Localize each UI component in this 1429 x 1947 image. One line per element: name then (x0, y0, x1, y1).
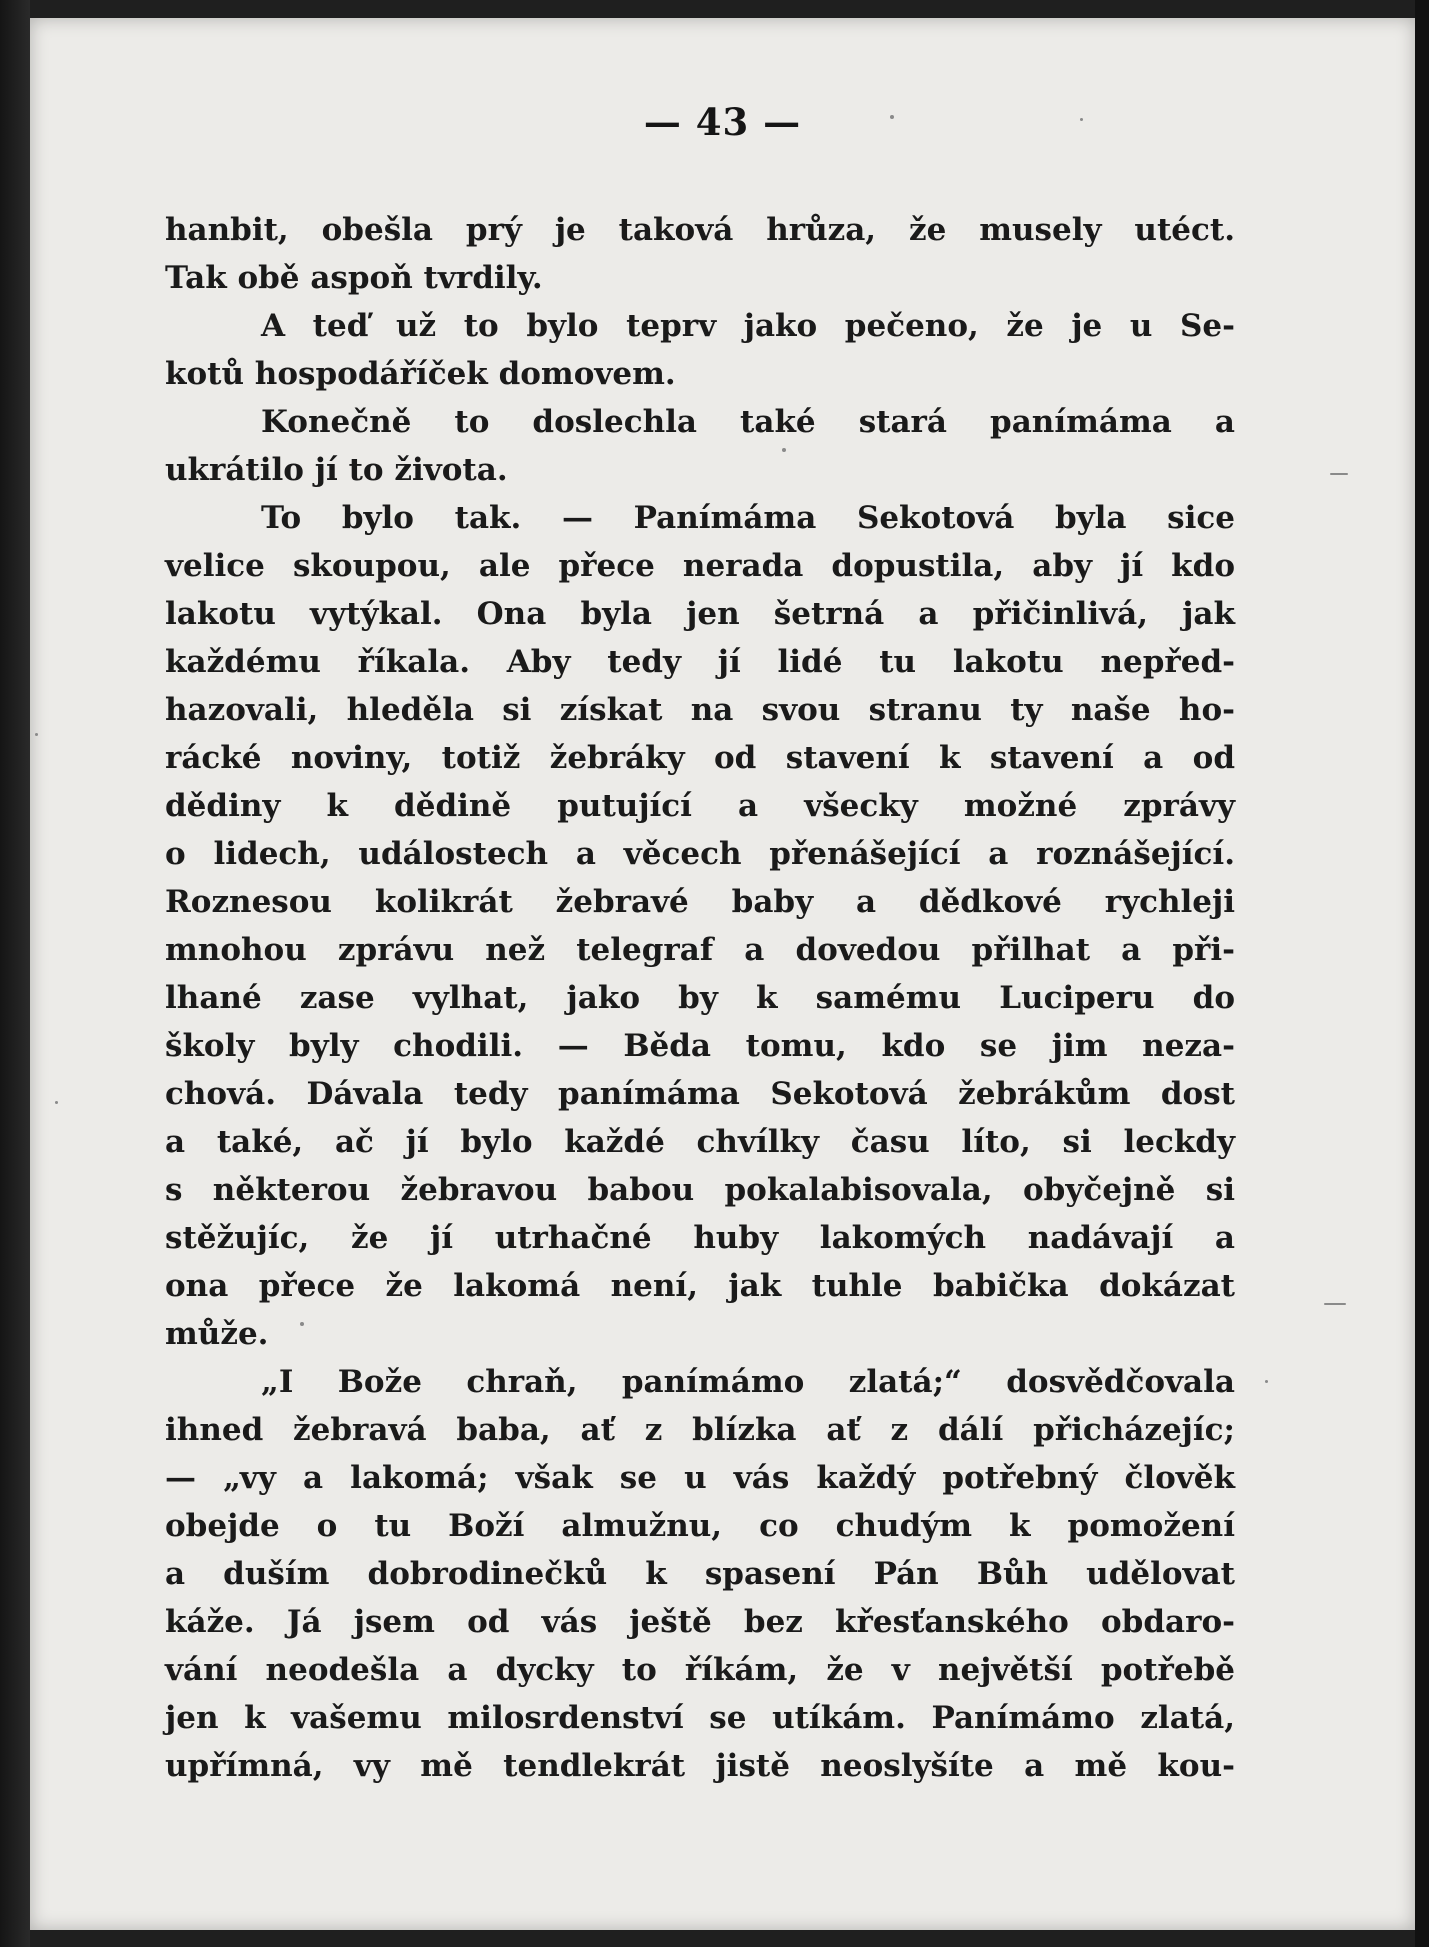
text-line: Roznesou kolikrát žebravé baby a dědkové rychleji (165, 884, 1235, 920)
dust-speck (890, 115, 894, 119)
text-line: školy byly chodili. — Běda tomu, kdo se jim neza- (165, 1028, 1235, 1064)
scan-left-shadow (0, 0, 30, 1947)
text-line: lakotu vytýkal. Ona byla jen šetrná a přičinlivá, jak (165, 596, 1235, 632)
text-line: a duším dobrodinečků k spasení Pán Bůh udělovat (165, 1556, 1235, 1592)
dust-speck (55, 1101, 58, 1104)
text-line: upřímná, vy mě tendlekrát jistě neoslyšíte a mě kou- (165, 1748, 1235, 1784)
text-line: lhané zase vylhat, jako by k samému Luciperu do (165, 980, 1235, 1016)
text-line: vání neodešla a dycky to říkám, že v největší potřebě (165, 1652, 1235, 1688)
text-line: hazovali, hleděla si získat na svou stranu ty naše ho- (165, 692, 1235, 728)
dust-speck (35, 733, 38, 736)
text-line: každému říkala. Aby tedy jí lidé tu lakotu nepřed- (165, 644, 1235, 680)
text-line: a také, ač jí bylo každé chvílky času líto, si leckdy (165, 1124, 1235, 1160)
text-line: hanbit, obešla prý je taková hrůza, že musely utéct. (165, 212, 1235, 248)
text-line: káže. Já jsem od vás ještě bez křesťanského obdaro- (165, 1604, 1235, 1640)
scan-right-edge (1415, 0, 1429, 1947)
dust-speck (1265, 1380, 1268, 1383)
text-line: dědiny k dědině putující a všecky možné zprávy (165, 788, 1235, 824)
text-line: ukrátilo jí to života. (165, 452, 508, 488)
text-line: jen k vašemu milosrdenství se utíkám. Panímámo zlatá, (165, 1700, 1235, 1736)
text-line: může. (165, 1316, 269, 1352)
dust-speck (782, 448, 786, 452)
text-line: „I Bože chraň, panímámo zlatá;“ dosvědčovala (261, 1364, 1235, 1400)
text-line: Konečně to doslechla také stará panímáma a (261, 404, 1235, 440)
text-line: rácké noviny, totiž žebráky od stavení k stavení a od (165, 740, 1235, 776)
text-line: obejde o tu Boží almužnu, co chudým k pomožení (165, 1508, 1235, 1544)
dust-speck (1330, 473, 1348, 475)
text-line: ona přece že lakomá není, jak tuhle babička dokázat (165, 1268, 1235, 1304)
text-line: mnohou zprávu než telegraf a dovedou přilhat a při- (165, 932, 1235, 968)
text-line: stěžujíc, že jí utrhačné huby lakomých nadávají a (165, 1220, 1235, 1256)
dust-speck (1324, 1303, 1346, 1305)
text-line: s některou žebravou babou pokalabisovala, obyčejně si (165, 1172, 1235, 1208)
text-line: To bylo tak. — Panímáma Sekotová byla sice (261, 500, 1235, 536)
dust-speck (300, 1322, 304, 1326)
text-line: o lidech, událostech a věcech přenášející a roznášející. (165, 836, 1235, 872)
text-line: velice skoupou, ale přece nerada dopustila, aby jí kdo (165, 548, 1235, 584)
body-text (165, 206, 1235, 1790)
text-line: A teď už to bylo teprv jako pečeno, že je u Se- (261, 308, 1235, 344)
text-line: kotů hospodáříček domovem. (165, 356, 676, 392)
text-line: Tak obě aspoň tvrdily. (165, 260, 543, 296)
text-line: chová. Dávala tedy panímáma Sekotová žebrákům dost (165, 1076, 1235, 1112)
dust-speck (1080, 118, 1083, 121)
text-line: — „vy a lakomá; však se u vás každý potřebný člověk (165, 1460, 1235, 1496)
page-number: — 43 — (643, 100, 802, 144)
book-page (30, 18, 1415, 1930)
text-line: ihned žebravá baba, ať z blízka ať z dálí přicházejíc; (165, 1412, 1235, 1448)
